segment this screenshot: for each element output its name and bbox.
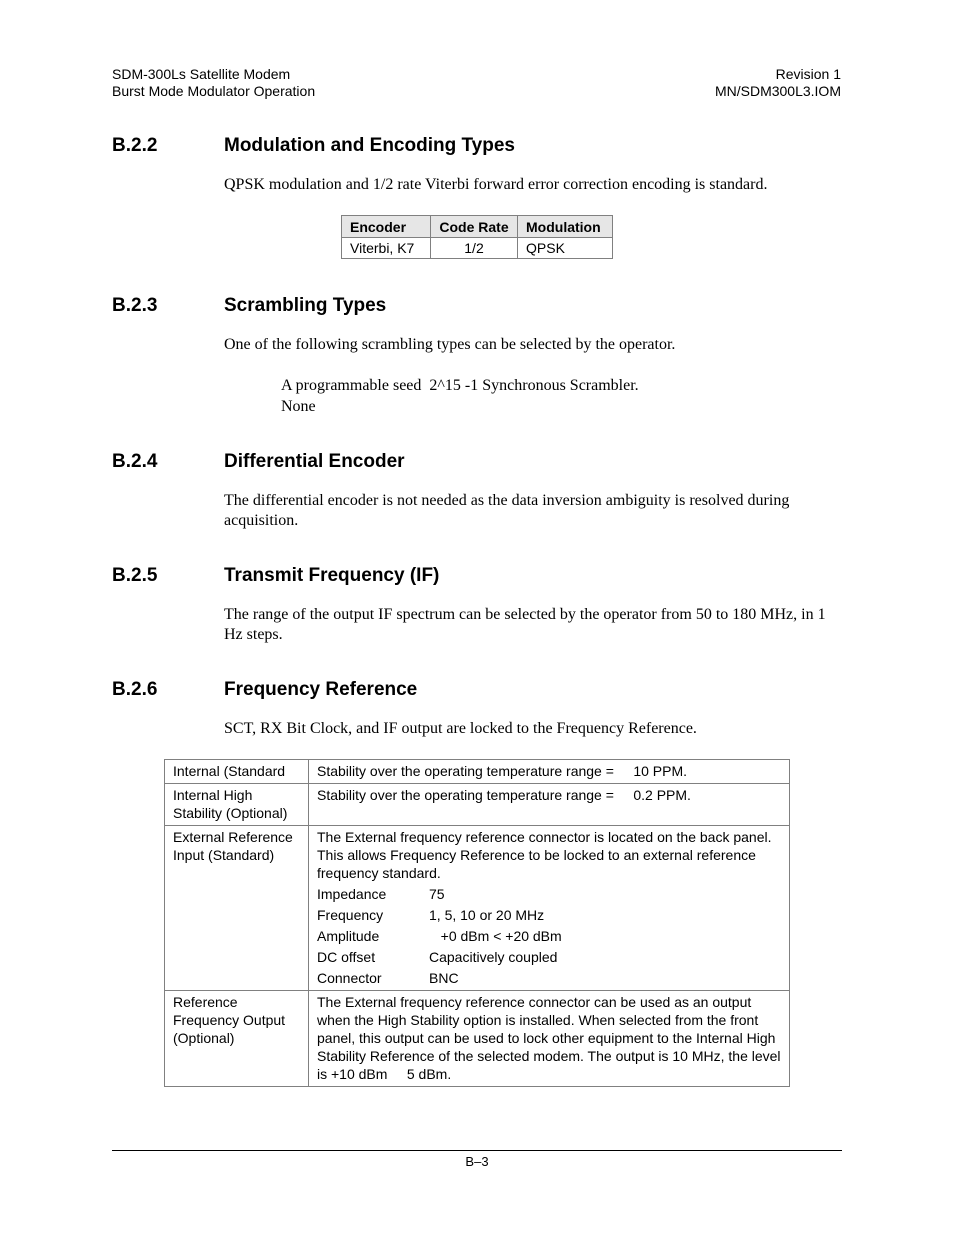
section-heading-b226 bbox=[112, 679, 417, 701]
external-reference-text: The External frequency reference connector is located on the back panel. This allows Frequency Reference to be locked to an external reference frequency standard. bbox=[317, 829, 772, 881]
spec-value: +0 dBm < +20 dBm bbox=[429, 928, 562, 944]
table-cell: 1/2 bbox=[431, 238, 518, 259]
spec-row bbox=[317, 948, 782, 966]
page-header-right bbox=[715, 66, 841, 100]
table-cell: QPSK bbox=[518, 238, 613, 259]
section-title: Frequency Reference bbox=[224, 679, 418, 700]
row-label: Reference Frequency Output (Optional) bbox=[165, 991, 309, 1087]
section-paragraph: SCT, RX Bit Clock, and IF output are locked to the Frequency Reference. bbox=[224, 720, 697, 737]
spec-row bbox=[317, 969, 782, 987]
section-paragraph: QPSK modulation and 1/2 rate Viterbi forward error correction encoding is standard. bbox=[224, 176, 768, 193]
spec-value: 1, 5, 10 or 20 MHz bbox=[429, 907, 545, 923]
section-title: Differential Encoder bbox=[224, 451, 405, 472]
section-title: Modulation and Encoding Types bbox=[224, 135, 515, 156]
section-paragraph: The range of the output IF spectrum can be selected by the operator from 50 to 180 MHz, in 1 Hz steps. bbox=[224, 606, 826, 643]
table-row bbox=[165, 991, 790, 1087]
doc-revision: Revision 1 bbox=[775, 66, 841, 82]
encoder-table bbox=[341, 215, 613, 259]
spec-value: BNC bbox=[429, 970, 459, 986]
table-header-cell: Encoder bbox=[342, 216, 431, 238]
table-row bbox=[165, 826, 790, 991]
spec-key: DC offset bbox=[317, 949, 376, 965]
row-label: Internal High Stability (Optional) bbox=[165, 784, 309, 826]
row-label: Internal (Standard bbox=[165, 760, 309, 784]
spec-row bbox=[317, 906, 782, 924]
table-header-cell: Code Rate bbox=[431, 216, 518, 238]
spec-key: Amplitude bbox=[317, 928, 380, 944]
table-row bbox=[165, 760, 790, 784]
section-number: B.2.4 bbox=[112, 451, 158, 472]
table-cell: Viterbi, K7 bbox=[342, 238, 431, 259]
footer-rule bbox=[112, 1150, 842, 1151]
doc-title: SDM-300Ls Satellite Modem bbox=[112, 66, 291, 82]
spec-row bbox=[317, 927, 782, 945]
doc-number: MN/SDM300L3.IOM bbox=[714, 83, 841, 99]
spec-value: 75 bbox=[429, 886, 445, 902]
scrambler-option: None bbox=[281, 398, 316, 415]
section-heading-b225 bbox=[112, 565, 439, 587]
section-paragraph: The differential encoder is not needed as the data inversion ambiguity is resolved during acquisition. bbox=[224, 492, 790, 529]
scrambler-option: A programmable seed 2^15 -1 Synchronous Scrambler. bbox=[281, 377, 639, 394]
doc-chapter: Burst Mode Modulator Operation bbox=[112, 83, 316, 99]
section-heading-b222 bbox=[112, 135, 515, 157]
row-description bbox=[309, 991, 790, 1087]
spec-key: Impedance bbox=[317, 886, 387, 902]
section-number: B.2.5 bbox=[112, 565, 158, 586]
frequency-reference-table bbox=[164, 759, 790, 1087]
spec-value: Capacitively coupled bbox=[429, 949, 558, 965]
section-paragraph: One of the following scrambling types can be selected by the operator. bbox=[224, 336, 676, 353]
reference-output-text: The External frequency reference connector can be used as an output when the High Stability option is installed. When selected from the front panel, this output can be used to lock other equipment to the Internal High Stability Reference of the selected modem. The output is 10 MHz, the level is +10 dBm 5 dBm. bbox=[317, 994, 785, 1082]
page-number: B–3 bbox=[465, 1154, 489, 1169]
section-number: B.2.6 bbox=[112, 679, 158, 700]
spec-key: Connector bbox=[317, 970, 382, 986]
page-header-left bbox=[112, 66, 315, 100]
row-description bbox=[309, 826, 790, 991]
spec-row bbox=[317, 885, 782, 903]
row-label: External Reference Input (Standard) bbox=[165, 826, 309, 991]
table-row bbox=[165, 784, 790, 826]
stability-text: Stability over the operating temperature range = 0.2 PPM. bbox=[317, 787, 691, 803]
row-description bbox=[309, 784, 790, 826]
section-title: Scrambling Types bbox=[224, 295, 387, 316]
row-description bbox=[309, 760, 790, 784]
table-header-cell: Modulation bbox=[518, 216, 613, 238]
table-row bbox=[342, 238, 613, 259]
spec-key: Frequency bbox=[317, 907, 384, 923]
stability-text: Stability over the operating temperature range = 10 PPM. bbox=[317, 763, 688, 779]
section-heading-b223 bbox=[112, 295, 386, 317]
section-number: B.2.2 bbox=[112, 135, 158, 156]
section-title: Transmit Frequency (IF) bbox=[224, 565, 440, 586]
section-heading-b224 bbox=[112, 451, 405, 473]
section-number: B.2.3 bbox=[112, 295, 158, 316]
table-header-row bbox=[342, 216, 613, 238]
